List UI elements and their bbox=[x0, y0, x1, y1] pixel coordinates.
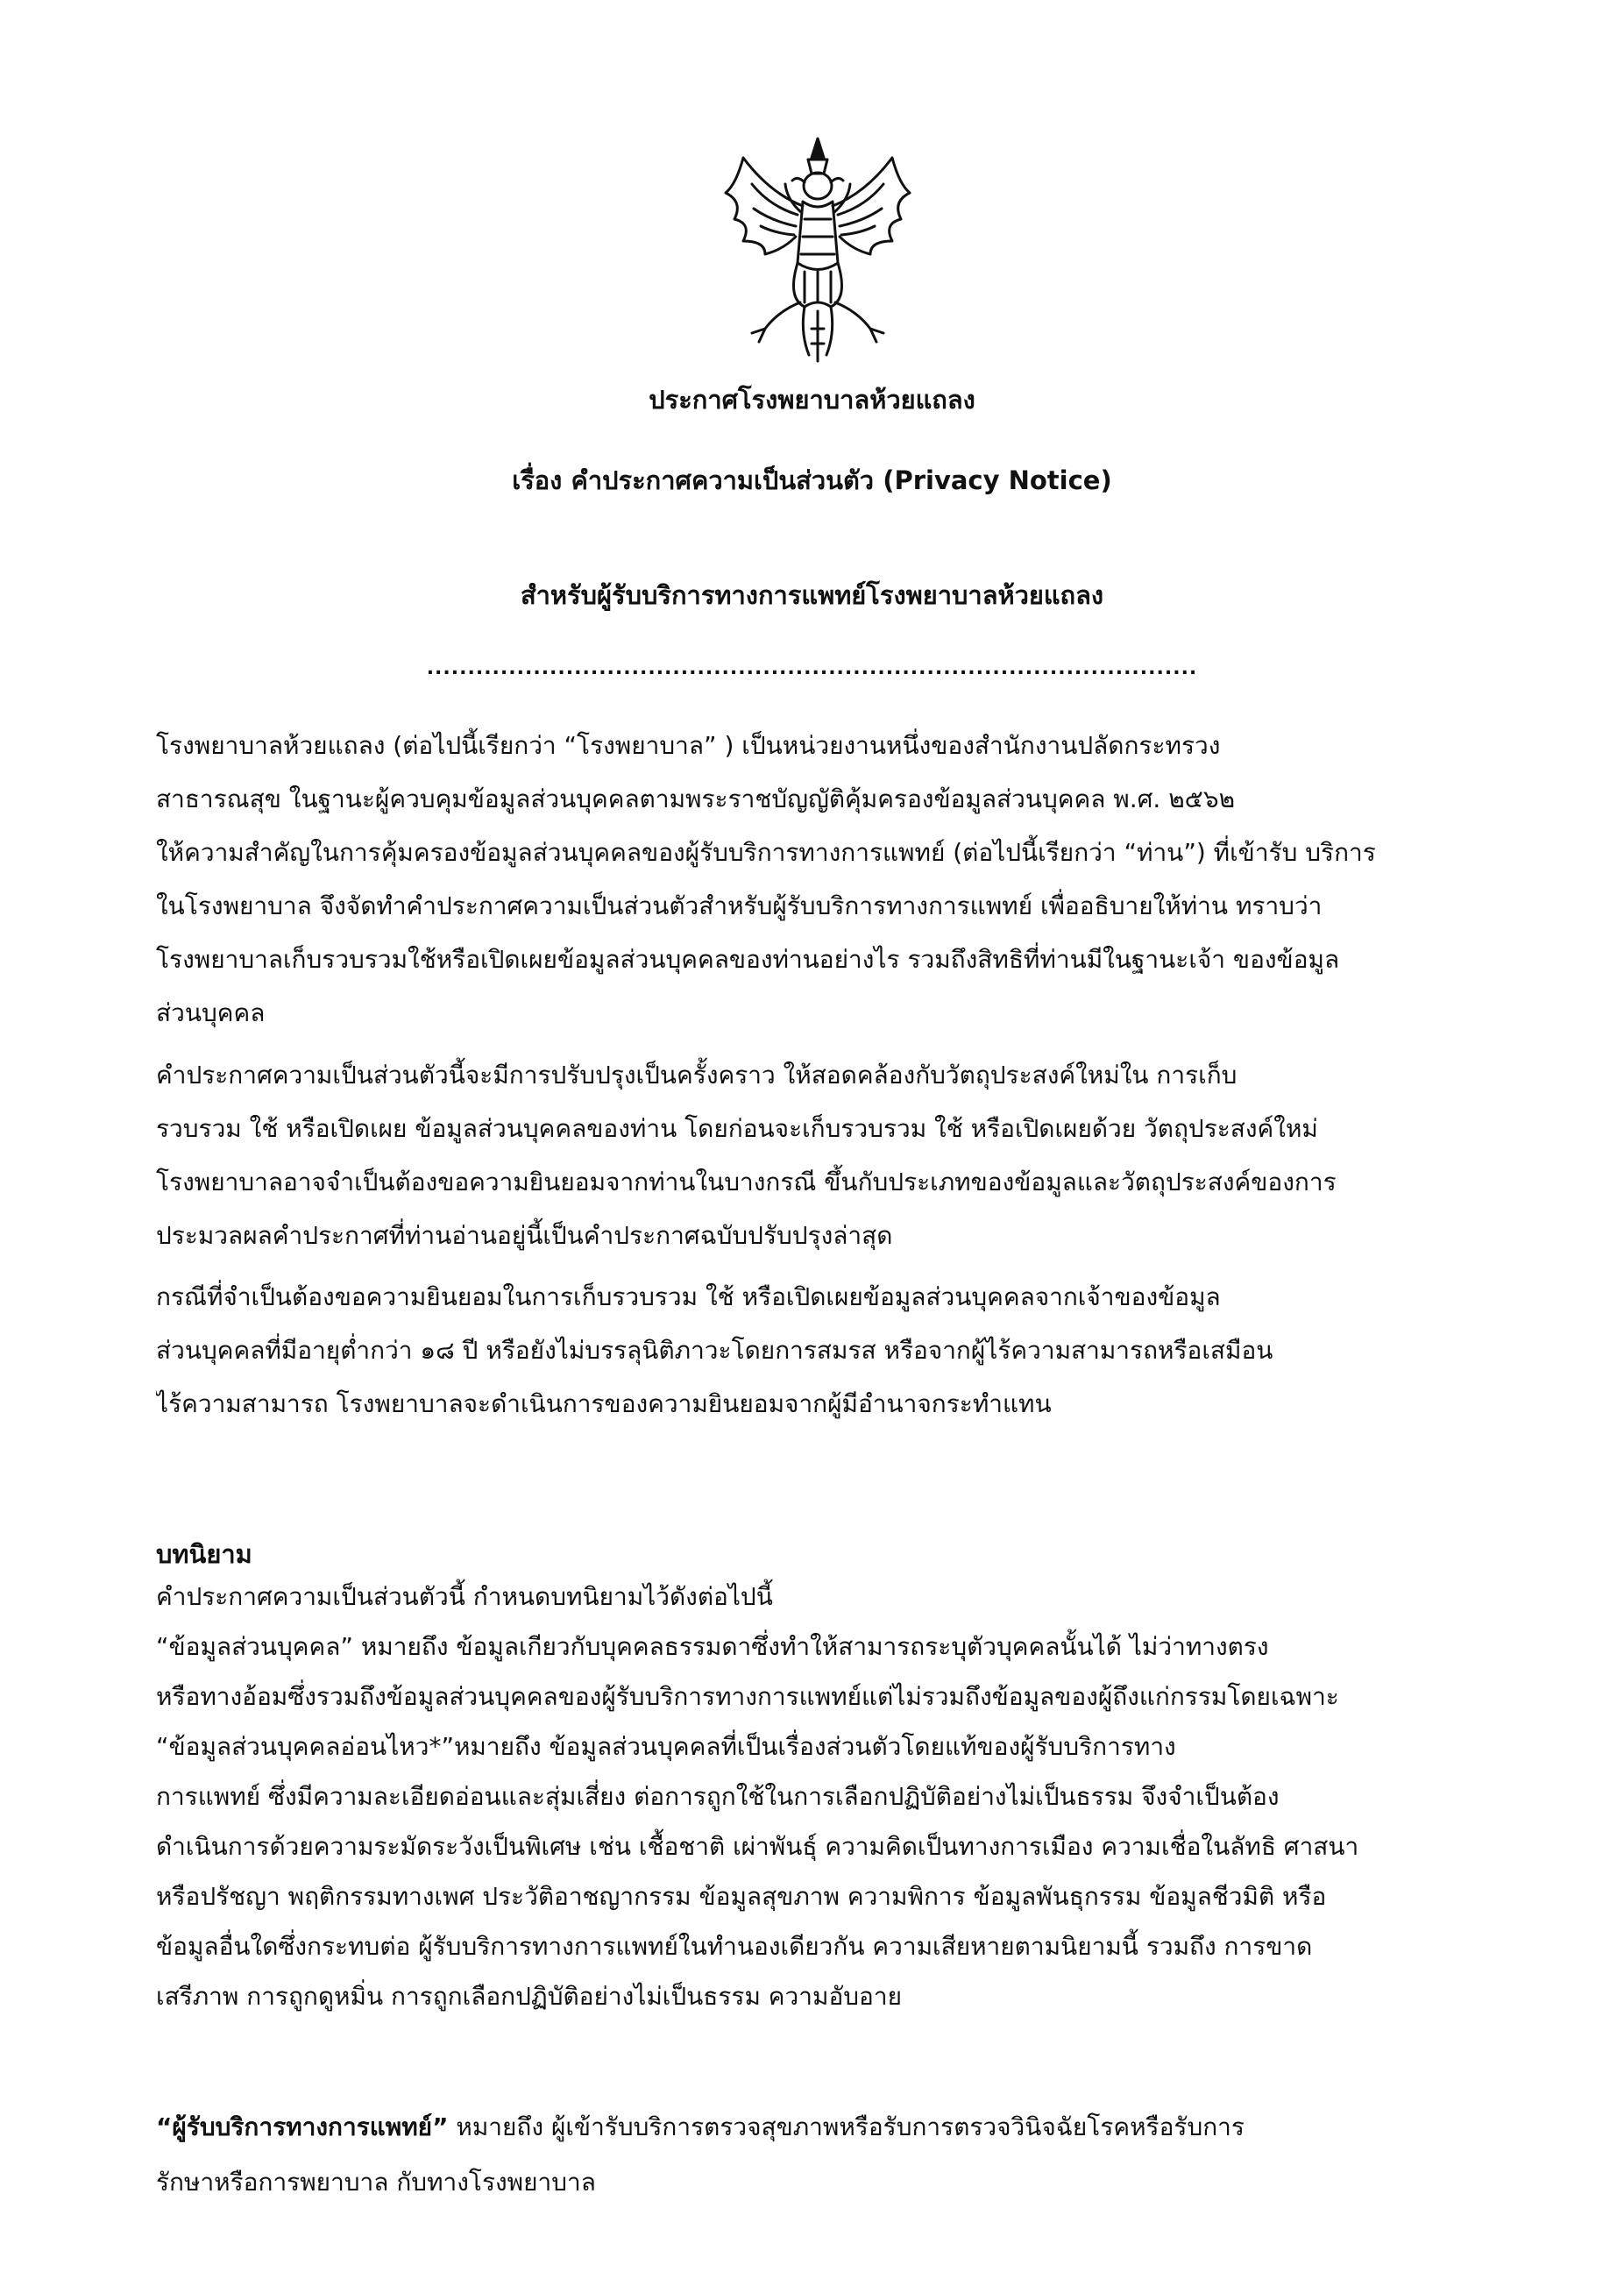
definition-personal-data: “ข้อมูลส่วนบุคคล” หมายถึง ข้อมูลเกียวกับบุคคลธรรมดาซึ่งทำให้สามารถระบุตัวบุคคลนั้นได้ ไม่ว่าทางตรง bbox=[156, 1632, 1269, 1661]
paragraph-line: ไร้ความสามารถ โรงพยาบาลจะดำเนินการของความยินยอมจากผู้มีอำนาจกระทำแทน bbox=[156, 1389, 1052, 1418]
definition-line: ดำเนินการด้วยความระมัดระวังเป็นพิเศษ เช่น เชื้อชาติ เผ่าพันธุ์ ความคิดเป็นทางการเมือง ความเชื่อในลัทธิ ศาสนา bbox=[156, 1832, 1359, 1861]
paragraph-consent bbox=[156, 1270, 1486, 1431]
paragraph-line: ส่วนบุคคลที่มีอายุต่ำกว่า ๑๘ ปี หรือยังไม่บรรลุนิติภาวะโดยการสมรส หรือจากผู้ไร้ความสามารถหรือเสมือน bbox=[156, 1336, 1273, 1365]
paragraph-line: กรณีที่จำเป็นต้องขอความยินยอมในการเก็บรวบรวม ใช้ หรือเปิดเผยข้อมูลส่วนบุคคลจากเจ้าของข้อมูล bbox=[156, 1282, 1221, 1311]
definition-line: หรือปรัชญา พฤติกรรมทางเพศ ประวัติอาชญากรรม ข้อมูลสุขภาพ ความพิการ ข้อมูลพันธุกรรม ข้อมูลชีวมิติ หรือ bbox=[156, 1882, 1327, 1911]
paragraph-line: สาธารณสุข ในฐานะผู้ควบคุมข้อมูลส่วนบุคคลตามพระราชบัญญัติคุ้มครองข้อมูลส่วนบุคคล พ.ศ. ๒๕๖๒ bbox=[156, 784, 1236, 813]
definition-patient bbox=[156, 2099, 1486, 2210]
separator-line: .............................................................................................. bbox=[426, 657, 1198, 679]
paragraph-updates bbox=[156, 1048, 1486, 1262]
definition-line: รักษาหรือการพยาบาล กับทางโรงพยาบาล bbox=[156, 2168, 596, 2197]
paragraph-line: ประมวลผลคำประกาศที่ท่านอ่านอยู่นี้เป็นคำประกาศฉบับปรับปรุงล่าสุด bbox=[156, 1221, 893, 1250]
definitions-heading: บทนิยาม bbox=[156, 1539, 252, 1569]
definitions-intro: คำประกาศความเป็นส่วนตัวนี้ กำหนดบทนิยามไว้ดังต่อไปนี้ bbox=[156, 1582, 773, 1611]
definition-line: เสรีภาพ การถูกดูหมิ่น การถูกเลือกปฏิบัติอย่างไม่เป็นธรรม ความอับอาย bbox=[156, 1982, 902, 2011]
definition-sensitive-data: “ข้อมูลส่วนบุคคลอ่อนไหว*”หมายถึง ข้อมูลส่วนบุคคลที่เป็นเรื่องส่วนตัวโดยแท้ของผู้รับบริการทาง bbox=[156, 1732, 1176, 1761]
paragraph-line: รวบรวม ใช้ หรือเปิดเผย ข้อมูลส่วนบุคคลของท่าน โดยก่อนจะเก็บรวบรวม ใช้ หรือเปิดเผยด้วย วัตถุประสงค์ใหม่ bbox=[156, 1114, 1318, 1143]
paragraph-line: ส่วนบุคคล bbox=[156, 998, 266, 1027]
paragraph-line: ให้ความสำคัญในการคุ้มครองข้อมูลส่วนบุคคลของผู้รับบริการทางการแพทย์ (ต่อไปนี้เรียกว่า “ท่าน”) ที่เข้ารับ บริการ bbox=[156, 838, 1376, 867]
paragraph-line: โรงพยาบาลเก็บรวบรวมใช้หรือเปิดเผยข้อมูลส่วนบุคคลของท่านอย่างไร รวมถึงสิทธิที่ท่านมีในฐานะเจ้า ของข้อมูล bbox=[156, 945, 1340, 974]
garuda-emblem-icon bbox=[717, 131, 918, 368]
definition-line: ข้อมูลอื่นใดซึ่งกระทบต่อ ผู้รับบริการทางการแพทย์ในทำนองเดียวกัน ความเสียหายตามนิยามนี้ รวมถึง การขาด bbox=[156, 1932, 1313, 1961]
definition-line: หรือทางอ้อมซึ่งรวมถึงข้อมูลส่วนบุคคลของผู้รับบริการทางการแพทย์แต่ไม่รวมถึงข้อมูลของผู้ถึงแก่กรรมโดยเฉพาะ bbox=[156, 1682, 1339, 1711]
paragraph-intro bbox=[156, 719, 1486, 1040]
definition-patient-term: “ผู้รับบริการทางการแพทย์” bbox=[156, 2112, 449, 2141]
paragraph-line: คำประกาศความเป็นส่วนตัวนี้จะมีการปรับปรุงเป็นครั้งคราว ให้สอดคล้องกับวัตถุประสงค์ใหม่ใน การเก็บ bbox=[156, 1061, 1238, 1090]
paragraph-line: ในโรงพยาบาล จึงจัดทำคำประกาศความเป็นส่วนตัวสำหรับผู้รับบริการทางการแพทย์ เพื่ออธิบายให้ท่าน ทราบว่า bbox=[156, 891, 1323, 920]
paragraph-line: โรงพยาบาลอาจจำเป็นต้องขอความยินยอมจากท่านในบางกรณี ขึ้นกับประเภทของข้อมูลและวัตถุประสงค์ของการ bbox=[156, 1168, 1337, 1196]
announcement-title: ประกาศโรงพยาบาลห้วยแถลง bbox=[649, 385, 975, 415]
definition-line: การแพทย์ ซึ่งมีความละเอียดอ่อนและสุ่มเสี่ยง ต่อการถูกใช้ในการเลือกปฏิบัติอย่างไม่เป็นธรรม จึงจำเป็นต้อง bbox=[156, 1782, 1280, 1811]
definitions-body bbox=[156, 1572, 1486, 2021]
announcement-subject: เรื่อง คำประกาศความเป็นส่วนตัว (Privacy Notice) bbox=[512, 465, 1112, 495]
paragraph-line: โรงพยาบาลห้วยแถลง (ต่อไปนี้เรียกว่า “โรงพยาบาล” ) เป็นหน่วยงานหนึ่งของสำนักงานปลัดกระทรวง bbox=[156, 731, 1221, 760]
definition-patient-text: หมายถึง ผู้เข้ารับบริการตรวจสุขภาพหรือรับการตรวจวินิจฉัยโรคหรือรับการ bbox=[448, 2112, 1245, 2141]
announcement-audience: สำหรับผู้รับบริการทางการแพทย์โรงพยาบาลห้วยแถลง bbox=[520, 580, 1104, 610]
